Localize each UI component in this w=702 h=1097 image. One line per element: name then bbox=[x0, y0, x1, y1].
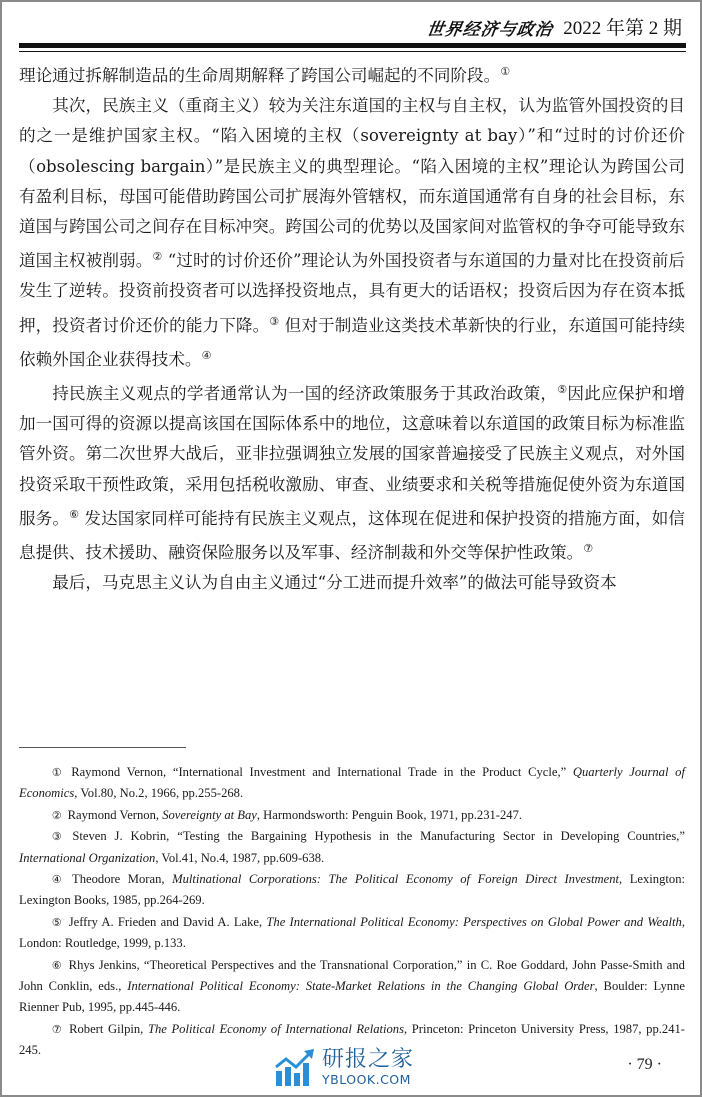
issue-label: 2022 年第 2 期 bbox=[563, 18, 682, 39]
footnote-text: , Boulder: Lynne Rienner Pub, 1995, pp.445-446. bbox=[19, 979, 685, 1015]
footnote-title: Quarterly Journal of Economics bbox=[19, 765, 685, 801]
footnote-text: , London: Routledge, 1999, p.133. bbox=[19, 914, 685, 951]
footnote-item bbox=[19, 955, 685, 1019]
footnote-text: , Vol.80, No.2, 1966, pp.255-268. bbox=[74, 786, 244, 801]
footnote-number: ② bbox=[51, 808, 62, 822]
paragraph-3 bbox=[19, 375, 685, 568]
paragraph-4 bbox=[19, 568, 685, 598]
header-rule-thick bbox=[19, 43, 686, 48]
footnote-title: International Organization bbox=[19, 850, 156, 865]
paragraph-text: 其次，民族主义（重商主义）较为关注东道国的主权与自主权，认为监管外国投资的目的之一是维护国家主权。“陷入困境的主权（sovereignty at bay）”和“过时的讨价还价（obsolescing bargain）”是民族主义的典型理论。“陷入困境的主权”理论认为跨国公司有盈利目标，母国可能借助跨国公司扩展海外管辖权，而东道国通常有自身的社会目标，东道国与跨国公司之间存在目标冲突。跨国公司的优势以及国家间对监管权的争夺可能导致东道国主权被削弱。 bbox=[19, 96, 685, 271]
paragraph-text: 最后，马克思主义认为自由主义通过“分工进而提升效率”的做法可能导致资本 bbox=[52, 573, 617, 593]
footnote-text: Raymond Vernon, bbox=[67, 807, 163, 822]
watermark-logo bbox=[274, 1046, 434, 1090]
footnote-ref[interactable]: ⑤ bbox=[557, 383, 568, 397]
footnote-item bbox=[19, 912, 685, 955]
footnote-text: , Lexington: Lexington Books, 1985, pp.264-269. bbox=[19, 872, 685, 908]
running-header bbox=[427, 12, 682, 40]
paragraph-text: “过时的讨价还价”理论认为外国投资者与东道国的力量对比在投资前后发生了逆转。投资前投资者可以选择投资地点，具有更大的话语权；投资后因为存在资本抵押，投资者讨价还价的能力下降。 bbox=[19, 251, 685, 335]
paragraph-2 bbox=[19, 91, 685, 375]
footnote-title: Sovereignty at Bay bbox=[162, 807, 257, 822]
footnote-title: Multinational Corporations: The Political Economy of Foreign Direct Investment bbox=[172, 872, 620, 887]
watermark-cn: 研报之家 bbox=[322, 1047, 415, 1073]
footnote-ref[interactable]: ③ bbox=[269, 314, 280, 328]
body-text bbox=[19, 57, 685, 598]
footnote-title: International Political Economy: State-Market Relations in the Changing Global Order bbox=[127, 979, 595, 994]
footnote-number: ④ bbox=[51, 873, 67, 887]
footnote-text: , Princeton: Princeton University Press, 1987, pp.241-245. bbox=[19, 1021, 685, 1058]
footnote-ref[interactable]: ⑦ bbox=[583, 542, 594, 556]
footnote-text: Steven J. Kobrin, “Testing the Bargaining Hypothesis in the Manufacturing Sector in Developing Countries,” bbox=[72, 829, 685, 844]
footnote-item bbox=[19, 869, 685, 912]
footnote-number: ⑦ bbox=[51, 1022, 64, 1036]
footnote-ref[interactable]: ② bbox=[152, 250, 163, 264]
paragraph-text: 发达国家同样可能持有民族主义观点，这体现在促进和保护投资的措施方面，如信息提供、技术援助、融资保险服务以及军事、经济制裁和外交等保护性政策。 bbox=[19, 508, 685, 563]
footnote-item bbox=[19, 826, 685, 869]
footnote-text: , Vol.41, No.4, 1987, pp.609-638. bbox=[155, 850, 325, 865]
footnote-text: Theodore Moran, bbox=[72, 872, 173, 887]
footnote-text: , Harmondsworth: Penguin Book, 1971, pp.231-247. bbox=[256, 807, 523, 822]
bar-chart-arrow-icon bbox=[274, 1049, 316, 1087]
footnote-title: The International Political Economy: Perspectives on Global Power and Wealth bbox=[266, 914, 682, 929]
footnote-title: The Political Economy of International Relations bbox=[147, 1021, 405, 1036]
header-rule-thin bbox=[19, 51, 686, 52]
footnote-ref[interactable]: ⑥ bbox=[69, 507, 80, 521]
footnote-number: ③ bbox=[51, 830, 67, 844]
footnote-number: ① bbox=[51, 766, 66, 779]
footnote-separator bbox=[19, 747, 186, 748]
paragraph-text: 因此应保护和增加一国可得的资源以提高该国在国际体系中的地位，这意味着以东道国的政策目标为标准监管外资。第二次世界大战后，亚非拉强调独立发展的国家普遍接受了民族主义观点，对外国投资采取干预性政策，采用包括税收激励、审查、业绩要求和关税等措施促使外资为东道国服务。 bbox=[19, 384, 686, 528]
footnote-text: Robert Gilpin, bbox=[69, 1021, 148, 1036]
paragraph-text: 理论通过拆解制造品的生命周期解释了跨国公司崛起的不同阶段。 bbox=[19, 66, 501, 85]
footnote-text: Raymond Vernon, “International Investment and International Trade in the Product Cycle,” bbox=[71, 765, 573, 779]
footnote-number: ⑤ bbox=[51, 915, 63, 929]
journal-title: 世界经济与政治 bbox=[425, 20, 555, 40]
footnote-ref[interactable]: ④ bbox=[201, 348, 212, 362]
footnote-item bbox=[19, 805, 685, 826]
footnotes bbox=[19, 762, 685, 1062]
footnote-number: ⑥ bbox=[51, 958, 63, 972]
page-number: · 79 · bbox=[627, 1056, 662, 1073]
footnote-ref[interactable]: ① bbox=[500, 65, 511, 78]
footnote-text: Jeffry A. Frieden and David A. Lake, bbox=[68, 914, 267, 929]
paragraph-text: 持民族主义观点的学者通常认为一国的经济政策服务于其政治政策， bbox=[52, 384, 558, 404]
paragraph-1 bbox=[19, 57, 685, 91]
paragraph-text: 但对于制造业这类技术革新快的行业，东道国可能持续依赖外国企业获得技术。 bbox=[19, 315, 686, 369]
watermark-en: YBLOOK.COM bbox=[322, 1072, 411, 1088]
footnote-item bbox=[19, 762, 685, 805]
footnote-text: Rhys Jenkins, “Theoretical Perspectives and the Transnational Corporation,” in C. Roe Goddard, John Passe-Smith and John Conklin, eds., bbox=[19, 957, 685, 994]
